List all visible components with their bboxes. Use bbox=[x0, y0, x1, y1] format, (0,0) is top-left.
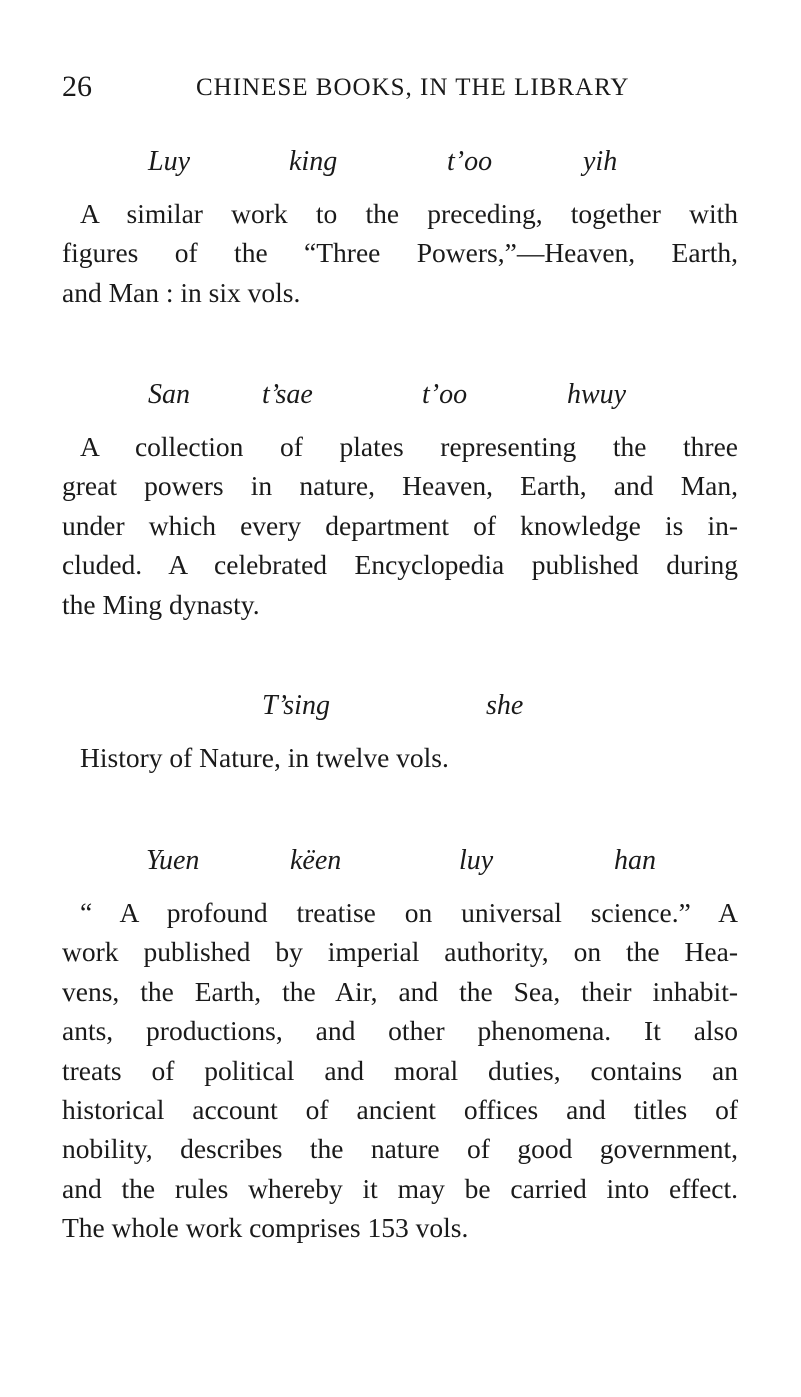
title-word: hwuy bbox=[567, 379, 627, 410]
text-line: History of Nature, in twelve vols. bbox=[80, 742, 449, 773]
text-line: and the rules whereby it may be carried into effect. bbox=[62, 1172, 738, 1204]
title-word: San bbox=[148, 379, 190, 410]
title-word: yih bbox=[583, 146, 618, 177]
running-title: CHINESE BOOKS, IN THE LIBRARY bbox=[196, 74, 630, 101]
text-line: vens, the Earth, the Air, and the Sea, their inhabit- bbox=[62, 975, 738, 1007]
text-line: A similar work to the preceding, together with bbox=[80, 198, 738, 229]
entry-title-tsing-she bbox=[62, 690, 738, 730]
title-word: she bbox=[486, 690, 524, 721]
text-line: treats of political and moral duties, contains an bbox=[62, 1054, 738, 1086]
entry-title-san-tsae-too-hwuy bbox=[62, 379, 738, 419]
title-word: t’oo bbox=[447, 146, 493, 177]
running-head bbox=[62, 70, 762, 104]
text-line: A collection of plates representing the three bbox=[80, 431, 738, 462]
entry-description bbox=[62, 194, 738, 312]
text-line: The whole work comprises 153 vols. bbox=[62, 1212, 469, 1244]
entry-description bbox=[62, 427, 738, 624]
text-line: great powers in nature, Heaven, Earth, and Man, bbox=[62, 470, 738, 502]
page-number: 26 bbox=[62, 70, 92, 103]
entry-description bbox=[62, 738, 738, 777]
entry-title-luy-king-too-yih bbox=[62, 146, 738, 186]
text-line: “ A profound treatise on universal science.” A bbox=[80, 897, 738, 928]
title-word: han bbox=[614, 845, 656, 876]
title-word: t’sae bbox=[262, 379, 313, 410]
title-word: t’oo bbox=[422, 379, 468, 410]
entry-title-yuen-keen-luy-han bbox=[62, 845, 738, 885]
text-line: historical account of ancient offices and titles of bbox=[62, 1093, 738, 1125]
title-word: këen bbox=[290, 845, 342, 876]
title-word: Yuen bbox=[146, 845, 200, 876]
text-line: figures of the “Three Powers,”—Heaven, Earth, bbox=[62, 237, 738, 269]
text-line: the Ming dynasty. bbox=[62, 588, 260, 620]
text-line: nobility, describes the nature of good government, bbox=[62, 1133, 738, 1165]
text-line: work published by imperial authority, on the Hea- bbox=[62, 936, 738, 968]
text-line: cluded. A celebrated Encyclopedia published during bbox=[62, 549, 738, 581]
entry-description bbox=[62, 893, 738, 1248]
title-word: luy bbox=[459, 845, 494, 876]
title-word: Luy bbox=[148, 146, 190, 177]
title-word: king bbox=[289, 146, 338, 177]
text-line: under which every department of knowledge is in- bbox=[62, 509, 738, 541]
title-word: T’sing bbox=[262, 690, 330, 721]
text-line: ants, productions, and other phenomena. It also bbox=[62, 1015, 738, 1047]
text-line: and Man : in six vols. bbox=[62, 276, 301, 308]
